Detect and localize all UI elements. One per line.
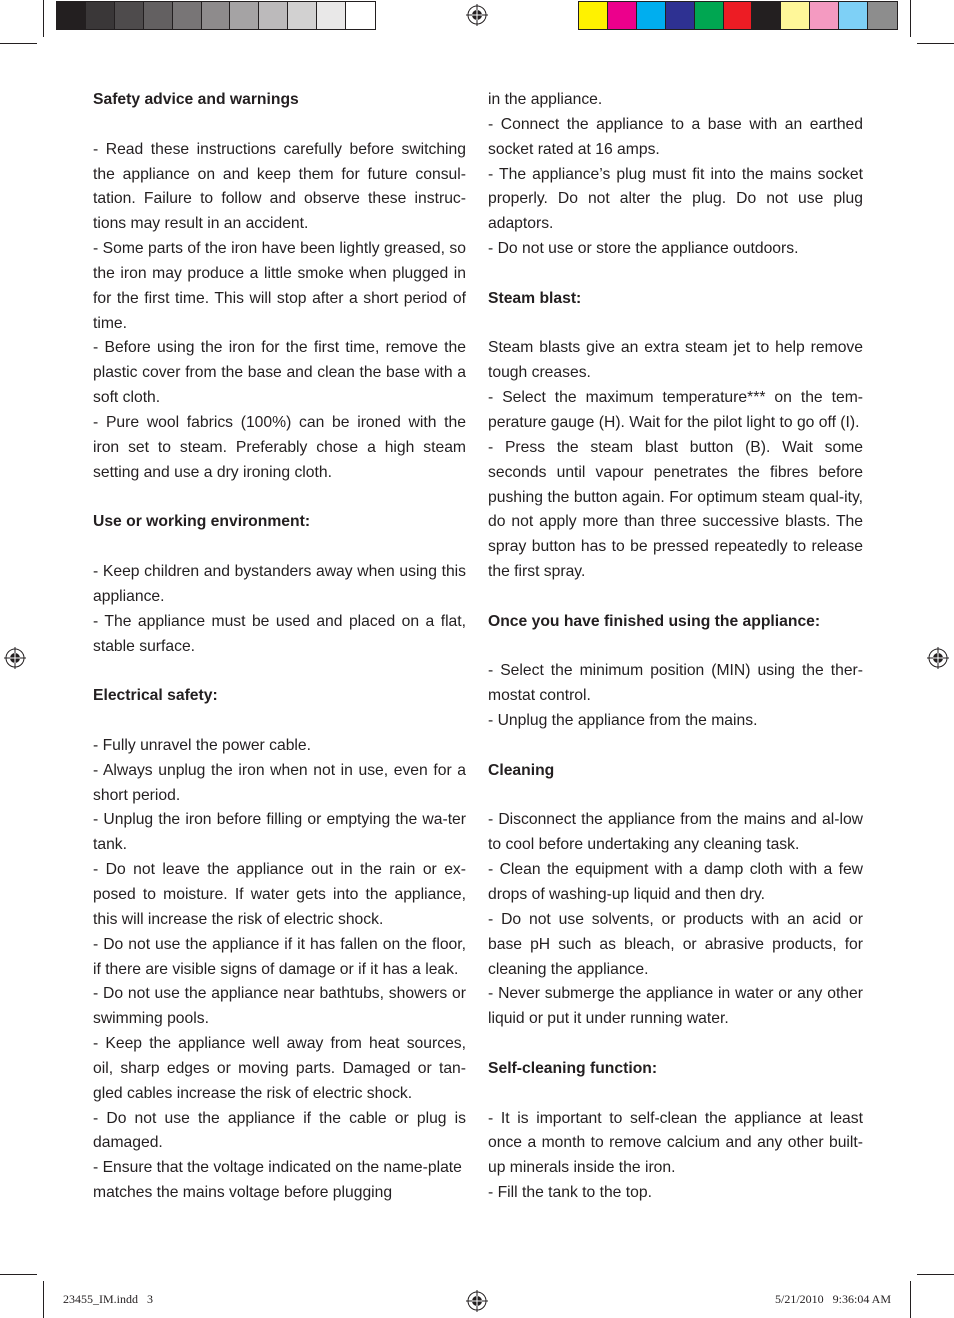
paragraph: Steam blasts give an extra steam jet to help remove tough creases. <box>488 339 863 382</box>
paragraph: - Do not use or store the appliance outdoors. <box>488 240 799 258</box>
gray-swatch <box>202 2 231 29</box>
spacer <box>488 784 863 809</box>
paragraph: - Do not use solvents, or products with an acid or base pH such as bleach, or abrasive products, for cleaning the appliance. <box>488 910 863 978</box>
crop-mark <box>0 1274 37 1275</box>
paragraph: - Before using the iron for the first time, remove the plastic cover from the base and clean the base with a soft cloth. <box>93 339 466 407</box>
paragraph: - Connect the appliance to a base with an earthed socket rated at 16 amps. <box>488 115 863 158</box>
crop-mark <box>43 0 44 37</box>
paragraph: - Read these instructions carefully before switching the appliance on and keep them for future consul-tation. Failure to follow and observe these instruc-tions may result in an accident. <box>93 140 466 233</box>
section-heading: Use or working environment: <box>93 513 311 531</box>
gray-swatch <box>317 2 346 29</box>
gray-swatch <box>288 2 317 29</box>
color-swatch <box>724 2 753 29</box>
section-heading: Once you have finished using the appliance: <box>488 612 821 630</box>
paragraph: - Unplug the appliance from the mains. <box>488 712 758 730</box>
paragraph: - It is important to self-clean the appliance at least once a month to remove calcium and any other built-up minerals inside the iron. <box>488 1109 863 1177</box>
file-slug: 23455_IM.indd 3 <box>63 1292 153 1306</box>
color-swatch <box>781 2 810 29</box>
gray-swatch <box>259 2 288 29</box>
paragraph: - Pure wool fabrics (100%) can be ironed with the iron set to steam. Preferably chose a high steam setting and use a dry ironing cloth. <box>93 413 466 481</box>
spacer <box>488 585 863 610</box>
right-text-column <box>488 88 863 1206</box>
paragraph: - Unplug the iron before filling or emptying the wa-ter tank. <box>93 811 466 854</box>
color-swatch <box>695 2 724 29</box>
left-text-column <box>93 88 466 1206</box>
crop-mark <box>917 43 954 44</box>
paragraph: - Select the maximum temperature*** on the tem-perature gauge (H). Wait for the pilot light to go off (I). <box>488 389 863 431</box>
color-swatch <box>752 2 781 29</box>
paragraph: - Clean the equipment with a damp cloth with a few drops of washing-up liquid and then dry. <box>488 861 863 903</box>
paragraph: - Some parts of the iron have been lightly greased, so the iron may produce a little smoke when plugged in for the first time. This will stop after a short period of time. <box>93 240 466 332</box>
paragraph: - Ensure that the voltage indicated on the name-plate matches the mains voltage before plugging <box>93 1159 462 1202</box>
registration-mark-icon <box>4 647 26 669</box>
color-swatch <box>868 2 897 29</box>
paragraph: - Never submerge the appliance in water or any other liquid or put it under running water. <box>488 985 863 1028</box>
process-color-bar <box>578 1 898 30</box>
paragraph: - Keep children and bystanders away when using this appliance. <box>93 563 466 605</box>
spacer <box>488 635 863 660</box>
paragraph: - Do not use the appliance if it has fallen on the floor, if there are visible signs of damage or if it has a leak. <box>93 935 466 978</box>
color-swatch <box>666 2 695 29</box>
section-heading: Electrical safety: <box>93 687 218 705</box>
registration-mark-icon <box>927 647 949 669</box>
spacer <box>488 1082 863 1107</box>
paragraph: - Do not use the appliance near bathtubs, showers or swimming pools. <box>93 985 466 1028</box>
paragraph: - Keep the appliance well away from heat sources, oil, sharp edges or moving parts. Damaged or tan-gled cables increase the risk of electric shock. <box>93 1035 466 1102</box>
paragraph: - Do not use the appliance if the cable or plug is damaged. <box>93 1109 466 1152</box>
gray-swatch <box>57 2 86 29</box>
paragraph: - The appliance’s plug must fit into the mains socket properly. Do not alter the plug. Do not use plug adaptors. <box>488 165 863 233</box>
date-slug: 5/21/2010 9:36:04 AM <box>775 1292 892 1306</box>
paragraph: - The appliance must be used and placed on a flat, stable surface. <box>93 612 466 655</box>
gray-swatch <box>346 2 375 29</box>
paragraph: - Select the minimum position (MIN) using the ther-mostat control. <box>488 662 863 705</box>
crop-mark <box>0 43 37 44</box>
crop-mark <box>917 1274 954 1275</box>
paragraph: - Press the steam blast button (B). Wait some seconds until vapour penetrates the fibres before pushing the button again. For optimum steam qual-ity, do not apply more than three successive blasts. The spray button has to be pressed repeatedly to release the first spray. <box>488 438 863 581</box>
registration-mark-icon <box>466 1290 488 1312</box>
crop-mark <box>910 1281 911 1318</box>
spacer <box>488 262 863 287</box>
gray-swatch <box>86 2 115 29</box>
spacer <box>488 1032 863 1057</box>
paragraph: - Do not leave the appliance out in the rain or ex-posed to moisture. If water gets into the appliance, this will increase the risk of electric shock. <box>93 861 466 928</box>
spacer <box>488 312 863 337</box>
gray-swatch <box>144 2 173 29</box>
section-heading: Cleaning <box>488 761 555 779</box>
gray-swatch <box>115 2 144 29</box>
color-swatch <box>637 2 666 29</box>
paragraph: - Disconnect the appliance from the mains and al-low to cool before undertaking any cleaning task. <box>488 811 863 854</box>
registration-mark-icon <box>466 4 488 26</box>
spacer <box>93 113 466 138</box>
paragraph: in the appliance. <box>488 91 603 108</box>
color-swatch <box>608 2 637 29</box>
grayscale-color-bar <box>56 1 376 30</box>
section-heading: Self-cleaning function: <box>488 1059 658 1077</box>
spacer <box>93 535 466 560</box>
gray-swatch <box>173 2 202 29</box>
gray-swatch <box>230 2 259 29</box>
paragraph: - Always unplug the iron when not in use, even for a short period. <box>93 761 466 804</box>
section-heading: Steam blast: <box>488 289 582 307</box>
color-swatch <box>579 2 608 29</box>
section-heading: Safety advice and warnings <box>93 91 299 108</box>
spacer <box>488 734 863 759</box>
crop-mark <box>43 1281 44 1318</box>
crop-mark <box>910 0 911 37</box>
paragraph: - Fill the tank to the top. <box>488 1184 652 1202</box>
paragraph: - Fully unravel the power cable. <box>93 736 311 754</box>
spacer <box>93 486 466 511</box>
spacer <box>93 659 466 684</box>
color-swatch <box>810 2 839 29</box>
color-swatch <box>839 2 868 29</box>
spacer <box>93 709 466 734</box>
